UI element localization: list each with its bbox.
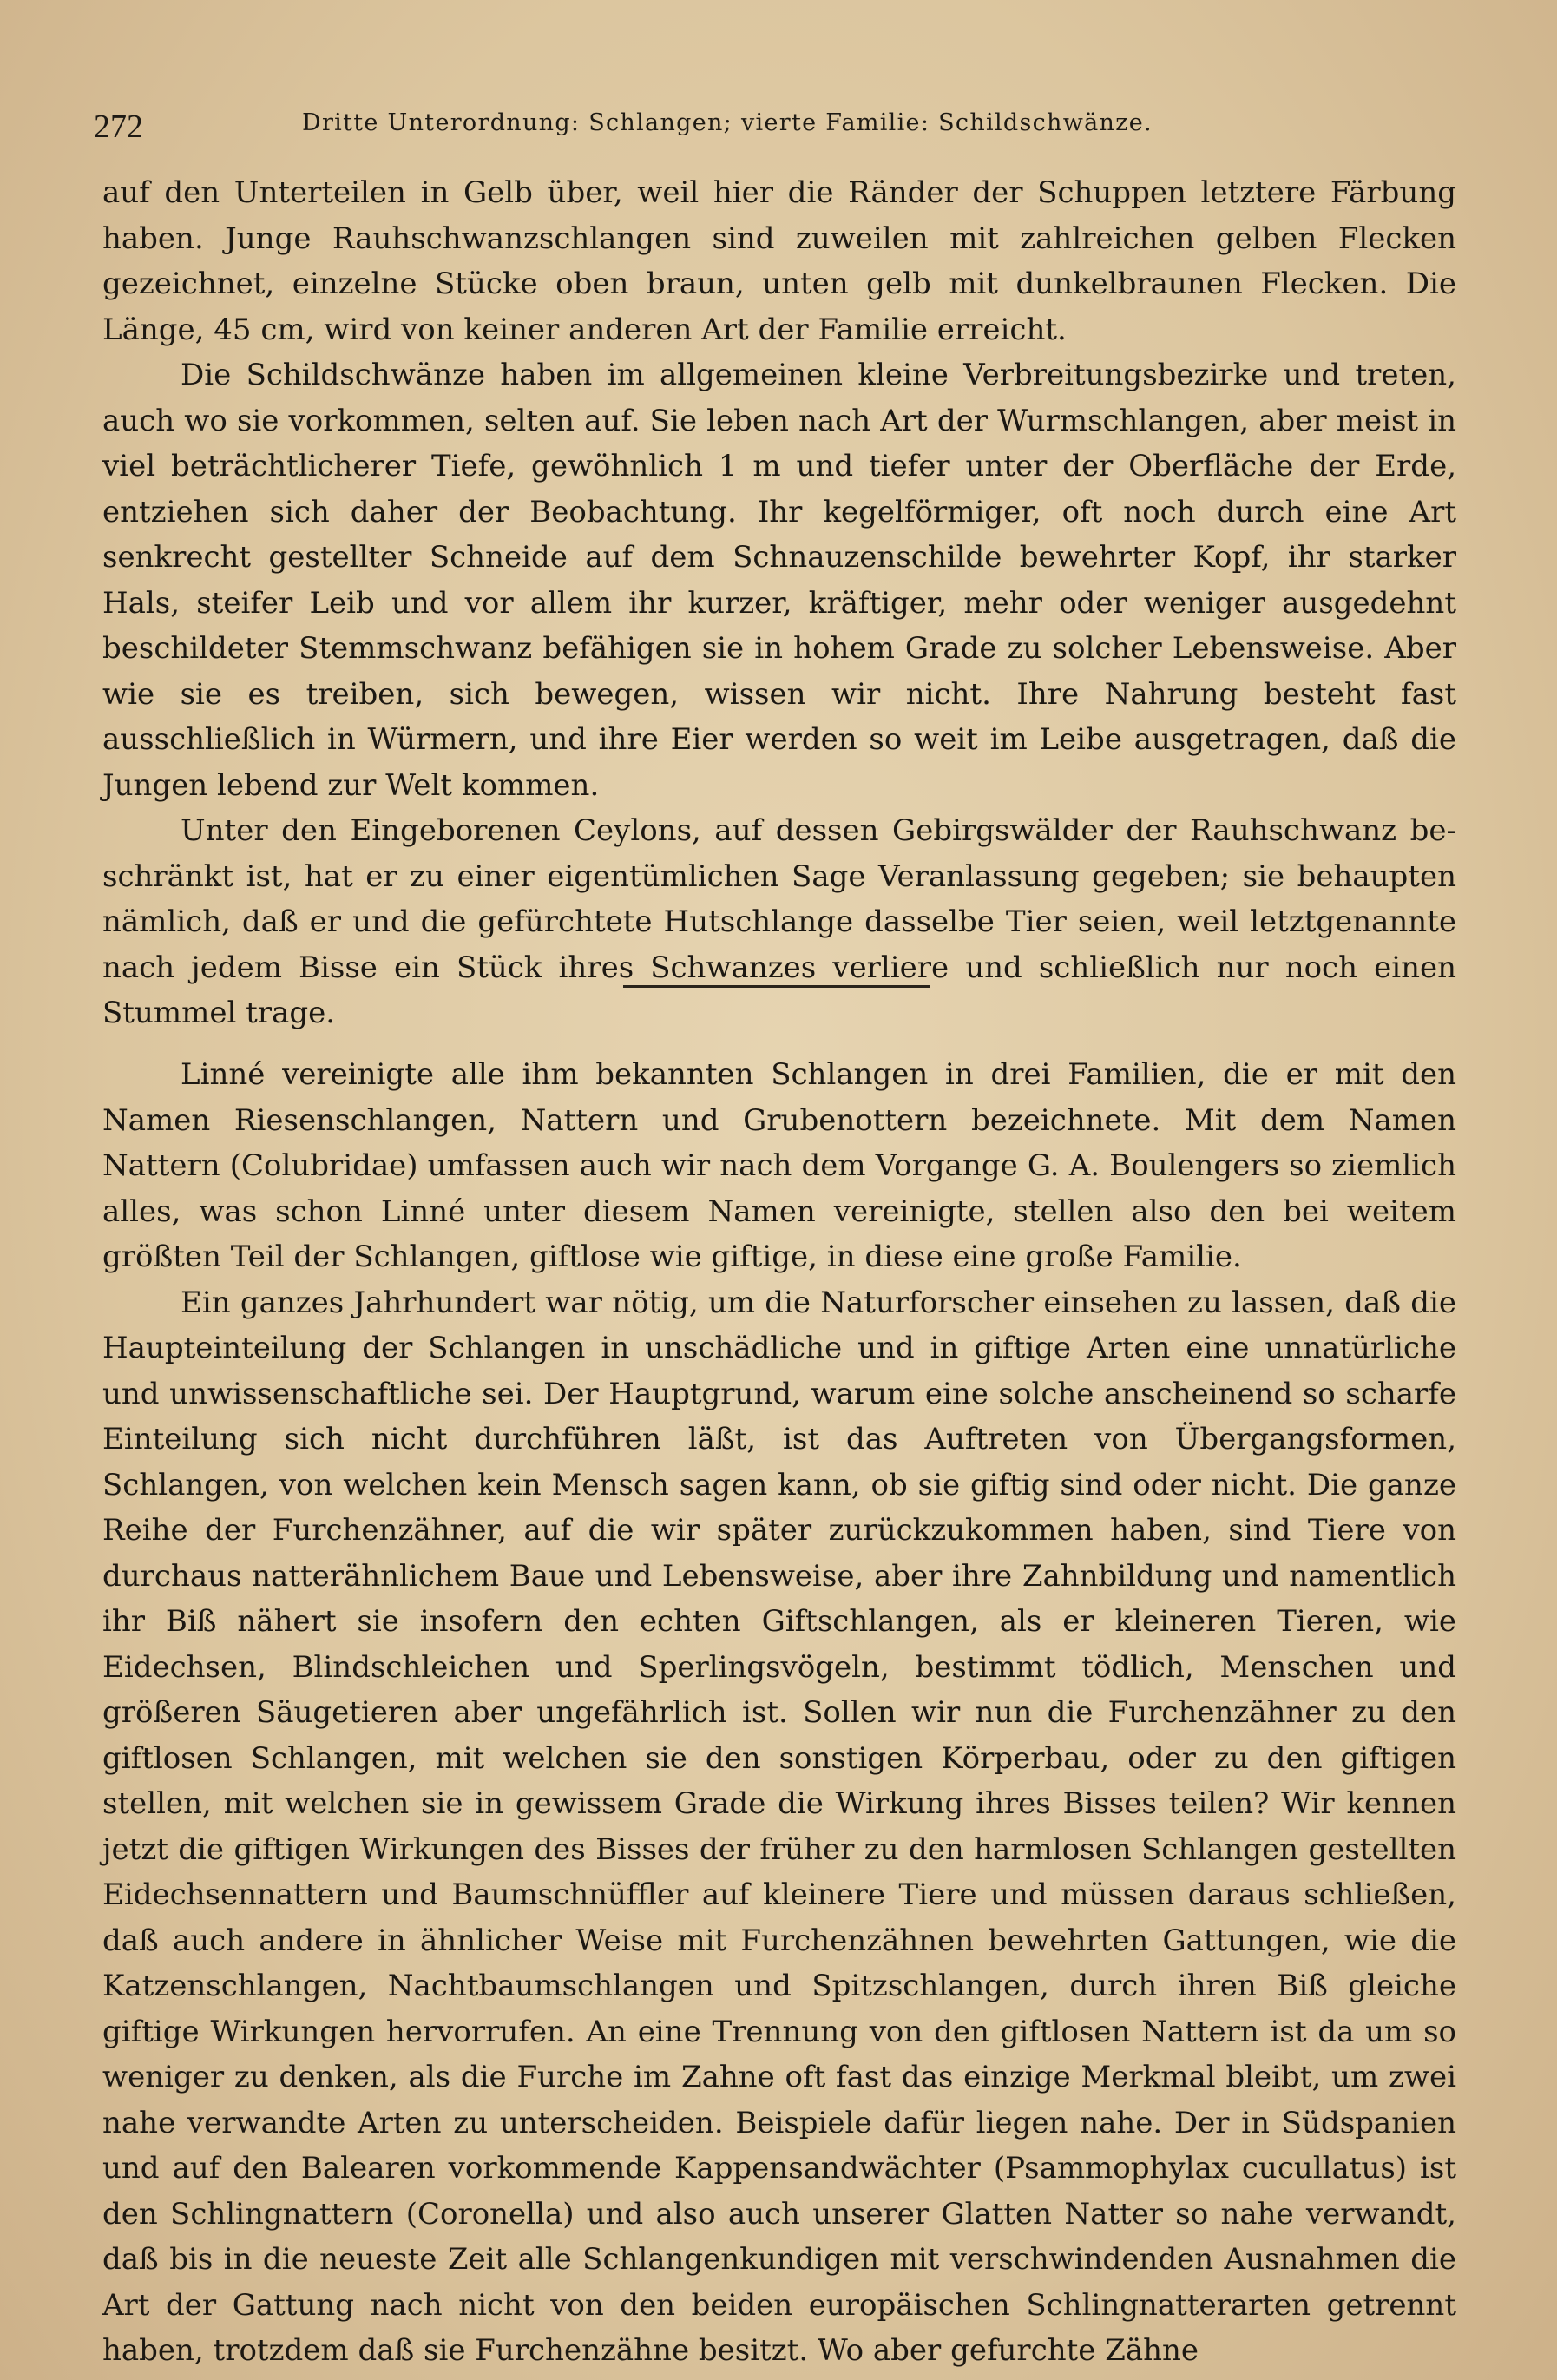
section-text-colubridae xyxy=(102,1052,1456,2374)
page-number: 272 xyxy=(94,108,143,145)
paragraph: Unter den Eingeborenen Ceylons, auf dessen Gebirgswälder der Rauhschwanz beschränkt ist, hat er zu einer eigentümlichen Sage Veranlassung gegeben; sie behaupten nämlich, daß er und die gefürchtete Hutschlange dasselbe Tier seien, weil letztgenannte nach jedem Bisse ein Stück ihres Schwanzes verliere und schließlich nur noch einen Stummel trage. xyxy=(102,813,1456,1030)
section-end-text xyxy=(102,170,1456,1036)
section-divider xyxy=(623,985,930,988)
paragraph: Ein ganzes Jahrhundert war nötig, um die Naturforscher einsehen zu lassen, daß die Haupteinteilung der Schlangen in unschädliche und in giftige Arten eine unnatürliche und unwissenschaftliche sei. Der Hauptgrund, warum eine solche anscheinend so scharfe Einteilung sich nicht durchführen läßt, ist das Auftreten von Übergangsformen, Schlangen, von welchen kein Mensch sagen kann, ob sie giftig sind oder nicht. Die ganze Reihe der Furchenzähner, auf die wir später zurückzukommen haben, sind Tiere von durchaus natterähnlichem Baue und Lebensweise, aber ihre Zahnbildung und namentlich ihr Biß nähert sie insofern den echten Giftschlangen, als er kleineren Tieren, wie Eidechsen, Blindschleichen und Sperlingsvögeln, bestimmt tödlich, Menschen und größeren Säugetieren aber ungefährlich ist. Sollen wir nun die Furchenzähner zu den giftlosen Schlangen, mit welchen sie den sonstigen Körperbau, oder zu den giftigen stellen, mit welchen sie in gewissem Grade die Wirkung ihres Bisses teilen? Wir kennen jetzt die giftigen Wirkungen des Bisses der früher zu den harmlosen Schlangen gestellten Eidechsennattern und Baumschnüffler auf kleinere Tiere und müssen daraus schließen, daß auch andere in ähnlicher Weise mit Furchenzähnen bewehrten Gattungen, wie die Katzenschlangen, Nachtbaumschlangen und Spitzschlangen, durch ihren Biß gleiche giftige Wirkungen hervorrufen. An eine Trennung von den giftlosen Nattern ist da um so weniger zu denken, als die Furche im Zahne oft fast das einzige Merkmal bleibt, um zwei nahe verwandte Arten zu unterscheiden. Beispiele dafür liegen nahe. Der in Südspanien und auf den Balearen vorkommende Kappensandwächter (Psammophylax cucullatus) ist den Schlingnattern (Coronella) und also auch unserer Glatten Natter so nahe verwandt, daß bis in die neueste Zeit alle Schlangenkundigen mit verschwindenden Ausnahmen die Art der Gattung nach nicht von den beiden europäischen Schlingnatterarten getrennt haben, trotzdem daß sie Furchenzähne besitzt. Wo aber gefurchte Zähne xyxy=(102,1285,1456,2368)
paragraph: Die Schildschwänze haben im allgemeinen kleine Verbreitungsbezirke und treten, auch wo sie vorkommen, selten auf. Sie leben nach Art der Wurmschlangen, aber meist in viel beträchtlicherer Tiefe, gewöhnlich 1 m und tiefer unter der Oberfläche der Erde, entziehen sich daher der Beobachtung. Ihr kegelförmiger, oft noch durch eine Art senkrecht gestellter Schneide auf dem Schnauzenschilde bewehrter Kopf, ihr starker Hals, steifer Leib und vor allem ihr kurzer, kräftiger, mehr oder weniger ausgedehnt beschildeter Stemmschwanz befähigen sie in hohem Grade zu solcher Lebensweise. Aber wie sie es treiben, sich bewegen, wissen wir nicht. Ihre Nahrung besteht fast ausschließlich in Würmern, und ihre Eier werden so weit im Leibe ausgetragen, daß die Jungen lebend zur Welt kommen. xyxy=(102,358,1456,803)
paragraph: auf den Unterteilen in Gelb über, weil hier die Ränder der Schuppen letztere Färbung haben. Junge Rauhschwanzschlangen sind zuweilen mit zahlreichen gelben Flecken gezeichnet, einzelne Stücke oben braun, unten gelb mit dunkelbraunen Flecken. Die Länge, 45 cm, wird von keiner anderen Art der Familie erreicht. xyxy=(102,175,1456,347)
paragraph: Linné vereinigte alle ihm bekannten Schlangen in drei Familien, die er mit den Namen Riesenschlangen, Nattern und Grubenottern bezeichnete. Mit dem Namen Nattern (Colubridae) umfassen auch wir nach dem Vorgange G. A. Boulengers so ziemlich alles, was schon Linné unter diesem Namen vereinigte, stellen also den bei weitem größten Teil der Schlangen, giftlose wie giftige, in diese eine große Familie. xyxy=(102,1057,1456,1274)
page-header xyxy=(94,102,1463,146)
running-head: Dritte Unterordnung: Schlangen; vierte Familie: Schildschwänze. xyxy=(302,109,1153,136)
